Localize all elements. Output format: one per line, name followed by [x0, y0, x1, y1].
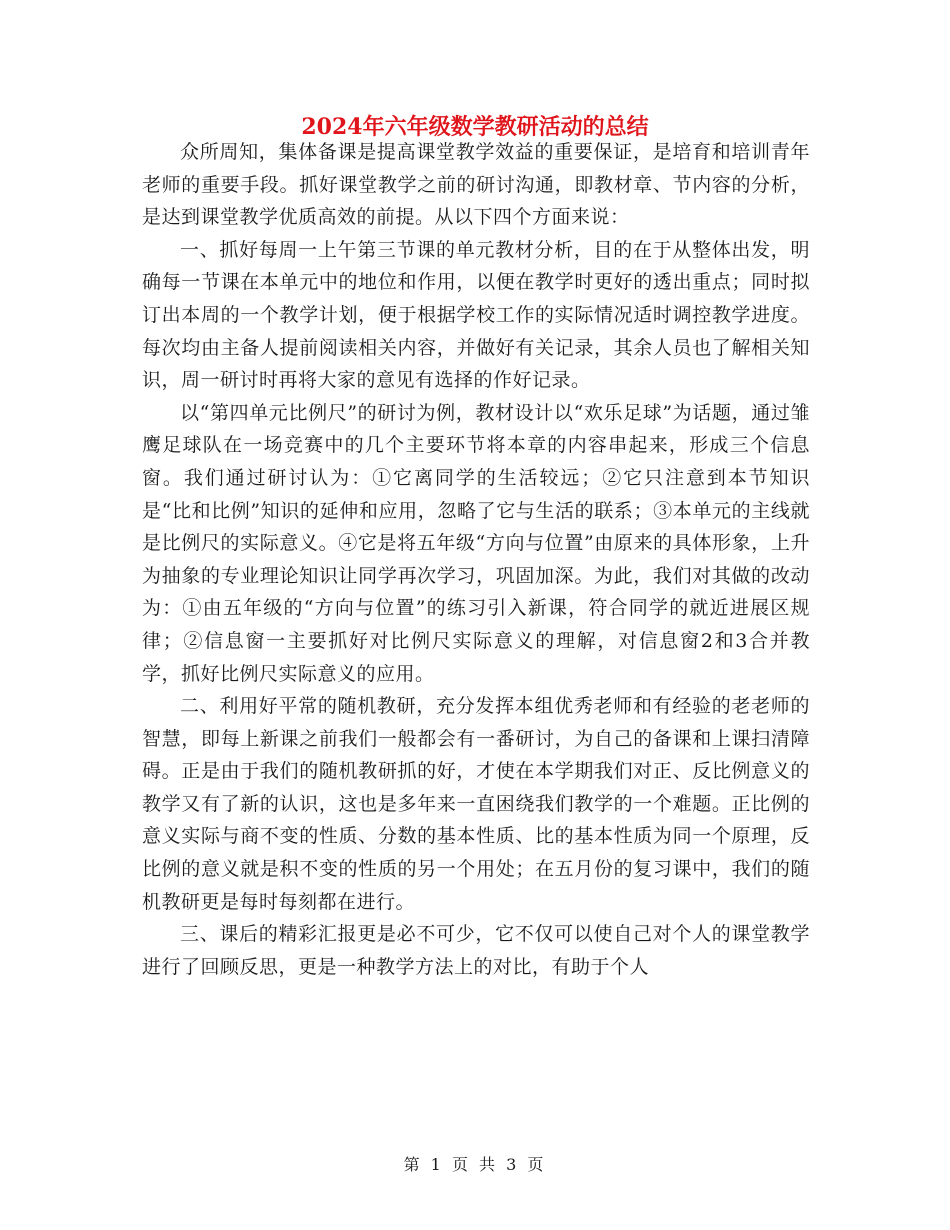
paragraph-example: 以“第四单元比例尺”的研讨为例，教材设计以“欢乐足球”为话题，通过雏鹰足球队在一场竞赛中的几个主要环节将本章的内容串起来，形成三个信息窗。我们通过研讨认为：①它离同学的生活较远；②它只注意到本节知识是“比和比例”知识的延伸和应用，忽略了它与生活的联系；③本单元的主线就是比例尺的实际意义。④它是将五年级“方向与位置”由原来的具体形象，上升为抽象的专业理论知识让同学再次学习，巩固加深。为此，我们对其做的改动为：①由五年级的“方向与位置”的练习引入新课，符合同学的就近进展区规律；②信息窗一主要抓好对比例尺实际意义的理解，对信息窗2和3合并教学，抓好比例尺实际意义的应用。: [142, 401, 810, 685]
page-number-footer: 第 1 页 共 3 页: [403, 1155, 547, 1174]
paragraph-intro: 众所周知，集体备课是提高课堂教学效益的重要保证，是培育和培训青年老师的重要手段。抓好课堂教学之前的研讨沟通，即教材章、节内容的分析，是达到课堂教学优质高效的前提。从以下四个方面来说：: [142, 141, 810, 229]
paragraph-section-two: 二、利用好平常的随机教研，充分发挥本组优秀老师和有经验的老老师的智慧，即每上新课之前我们一般都会有一番研讨，为自己的备课和上课扫清障碍。正是由于我们的随机教研抓的好，才使在本学期我们对正、反比例意义的教学又有了新的认识，这也是多年来一直困绕我们教学的一个难题。正比例的意义实际与商不变的性质、分数的基本性质、比的基本性质为同一个原理，反比例的意义就是积不变的性质的另一个用处；在五月份的复习课中，我们的随机教研更是每时每刻都在进行。: [142, 695, 810, 913]
document-title: 2024年六年级数学教研活动的总结: [301, 114, 649, 140]
paragraph-section-three: 三、课后的精彩汇报更是必不可少，它不仅可以使自己对个人的课堂教学进行了回顾反思，更是一种教学方法上的对比，有助于个人: [142, 923, 810, 978]
paragraph-section-one: 一、抓好每周一上午第三节课的单元教材分析，目的在于从整体出发，明确每一节课在本单元中的地位和作用，以便在教学时更好的透出重点；同时拟订出本周的一个教学计划，便于根据学校工作的实际情况适时调控教学进度。每次均由主备人提前阅读相关内容，并做好有关记录，其余人员也了解相关知识，周一研讨时再将大家的意见有选择的作好记录。: [142, 238, 810, 392]
document-body: [142, 136, 810, 983]
